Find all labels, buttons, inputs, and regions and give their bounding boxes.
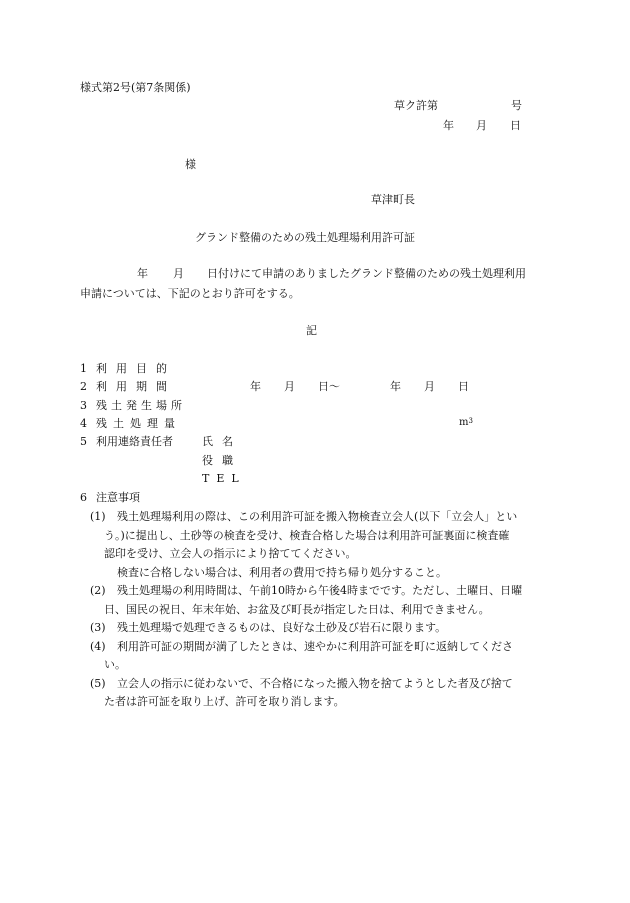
item-1-number: 1 xyxy=(80,362,87,375)
note-4-line-2: い。 xyxy=(104,658,126,671)
addressee-suffix: 様 xyxy=(185,158,196,171)
item-2-number: 2 xyxy=(80,380,87,393)
period-from-year: 年 xyxy=(250,380,261,393)
issue-date-month: 月 xyxy=(476,119,487,132)
note-1-line-2: う。)に提出し、土砂等の検査を受け、検査合格した場合は利用許可証裏面に検査確 xyxy=(104,529,510,542)
item-2-label: 利用期間 xyxy=(96,380,176,393)
note-3-line-1: 残土処理場で処理できるものは、良好な土砂及び岩石に限ります。 xyxy=(117,621,447,634)
permit-number-prefix: 草ク許第 xyxy=(394,99,438,112)
note-2-line-2: 日、国民の祝日、年末年始、お盆及び町長が指定した日は、利用できません。 xyxy=(104,603,490,616)
contact-position-label: 役職 xyxy=(202,454,242,467)
item-5-number: 5 xyxy=(80,435,87,448)
period-from-day: 日～ xyxy=(318,380,340,393)
item-6-number: 6 xyxy=(80,491,87,504)
item-6-label: 注意事項 xyxy=(96,491,140,504)
issue-date-day: 日 xyxy=(510,119,521,132)
contact-tel-label: TEL xyxy=(202,472,246,485)
note-5-line-2: た者は許可証を取り上げ、許可を取り消します。 xyxy=(104,695,345,708)
item-1-label: 利用目的 xyxy=(96,362,176,375)
intro-month: 月 xyxy=(173,267,184,280)
period-to-month: 月 xyxy=(424,380,435,393)
item-5-label: 利用連絡責任者 xyxy=(96,435,173,448)
volume-unit-superscript: 3 xyxy=(468,417,473,425)
note-3-number: (3) xyxy=(90,621,106,634)
issue-date-year: 年 xyxy=(443,119,454,132)
document-title: グランド整備のための残土処理場利用許可証 xyxy=(195,231,415,244)
item-3-label: 残土発生場所 xyxy=(96,399,186,412)
period-to-year: 年 xyxy=(390,380,401,393)
note-5-line-1: 立会人の指示に従わないで、不合格になった搬入物を捨てようとした者及び捨て xyxy=(117,677,513,690)
volume-unit: $m^3$ xyxy=(459,417,473,428)
note-2-line-1: 残土処理場の利用時間は、午前10時から午後4時までです。ただし、土曜日、日曜 xyxy=(117,584,523,597)
note-1-line-1: 残土処理場利用の際は、この利用許可証を搬入物検査立会人(以下「立会人」とい xyxy=(117,510,518,523)
intro-line-2: 申請については、下記のとおり許可をする。 xyxy=(80,287,300,300)
item-3-number: 3 xyxy=(80,399,87,412)
period-to-day: 日 xyxy=(458,380,469,393)
issuer: 草津町長 xyxy=(371,193,415,206)
note-1-line-4: 検査に合格しない場合は、利用者の費用で持ち帰り処分すること。 xyxy=(117,566,447,579)
note-4-line-1: 利用許可証の期間が満了したときは、速やかに利用許可証を町に返納してくださ xyxy=(117,640,513,653)
ki-heading: 記 xyxy=(306,324,317,337)
item-4-number: 4 xyxy=(80,417,87,430)
item-4-label: 残土処理量 xyxy=(96,417,181,430)
contact-name-label: 氏名 xyxy=(202,435,242,448)
intro-year: 年 xyxy=(137,267,148,280)
form-label: 様式第2号(第7条関係) xyxy=(80,81,191,94)
note-1-line-3: 認印を受け、立会人の指示により捨ててください。 xyxy=(104,547,357,560)
period-from-month: 月 xyxy=(284,380,295,393)
note-2-number: (2) xyxy=(90,584,106,597)
note-1-number: (1) xyxy=(90,510,106,523)
note-4-number: (4) xyxy=(90,640,106,653)
note-5-number: (5) xyxy=(90,677,106,690)
intro-line-1: 日付けにて申請のありましたグランド整備のための残土処理利用 xyxy=(207,267,526,280)
permit-number-suffix: 号 xyxy=(511,99,522,112)
